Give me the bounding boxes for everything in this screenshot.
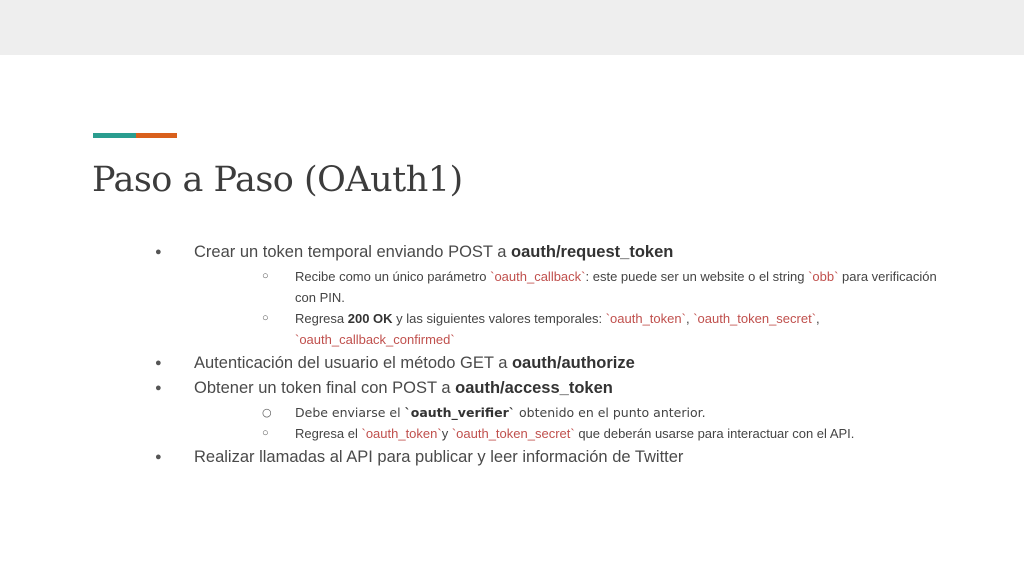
status-code: 200 OK [347,311,393,326]
code-param: `oauth_callback` [490,269,586,284]
code-param: `oauth_token` [361,426,442,441]
sub-bullet-marker: ○ [262,312,269,324]
sub-bullet-text: que deberán usarse para interactuar con el API. [574,426,855,441]
bullet-text: Autenticación del usuario el método GET a [194,354,512,372]
slide-title: Paso a Paso (OAuth1) [92,160,463,200]
bullet-group-1 [155,241,945,350]
endpoint-name: oauth/access_token [455,379,613,397]
bullet-marker: ● [155,451,162,463]
code-param: `oauth_token_secret` [451,426,575,441]
title-accent-teal [93,133,136,138]
bullet-text: Obtener un token final con POST a [194,379,456,397]
endpoint-name: oauth/request_token [511,243,674,261]
bullet-group-4 [155,446,945,468]
sub-bullet-text: Regresa [295,311,348,326]
bullet-marker: ● [155,382,162,394]
sub-bullet-item [155,308,945,350]
code-param: `oauth_callback_confirmed` [295,332,455,347]
bullet-group-3 [155,377,945,444]
sub-bullet-text: obtenido en el punto anterior. [515,405,706,420]
bullet-text: Crear un token temporal enviando POST a [194,243,512,261]
code-param: `obb` [808,269,839,284]
title-accent-orange [136,133,177,138]
sub-bullet-marker: ○ [262,427,269,439]
sub-bullet-marker: ○ [262,270,269,282]
sub-bullet-text: Recibe como un único parámetro [295,269,491,284]
bullet-item [155,446,945,468]
bullet-group-2 [155,352,945,374]
top-band [0,0,1024,55]
sub-bullet-text: : este puede ser un website o el string [585,269,809,284]
sub-bullet-text: y [441,426,452,441]
sub-bullet-text: y las siguientes valores temporales: [392,311,606,326]
sub-bullet-text: para verificación con PIN. [295,269,937,305]
code-param: `oauth_token_secret` [693,311,817,326]
bullet-item [155,352,945,374]
sub-bullet-text: , [685,311,694,326]
sub-bullet-item [155,402,945,423]
sub-bullet-item [155,266,945,308]
sub-bullet-text: , [816,311,820,326]
endpoint-name: oauth/authorize [511,354,635,372]
bullet-marker: ● [155,246,162,258]
sub-bullet-item [155,423,945,444]
bullet-list [155,241,945,471]
code-param-bold: `oauth_verifier` [404,405,516,420]
sub-bullet-text: Regresa el [295,426,362,441]
code-param: `oauth_token` [605,311,686,326]
sub-bullet-text: Debe enviarse el [295,405,405,420]
sub-bullet-marker: ○ [262,406,272,419]
bullet-text: Realizar llamadas al API para publicar y leer información de Twitter [194,448,684,466]
bullet-marker: ● [155,357,162,369]
bullet-item [155,241,945,263]
bullet-item [155,377,945,399]
